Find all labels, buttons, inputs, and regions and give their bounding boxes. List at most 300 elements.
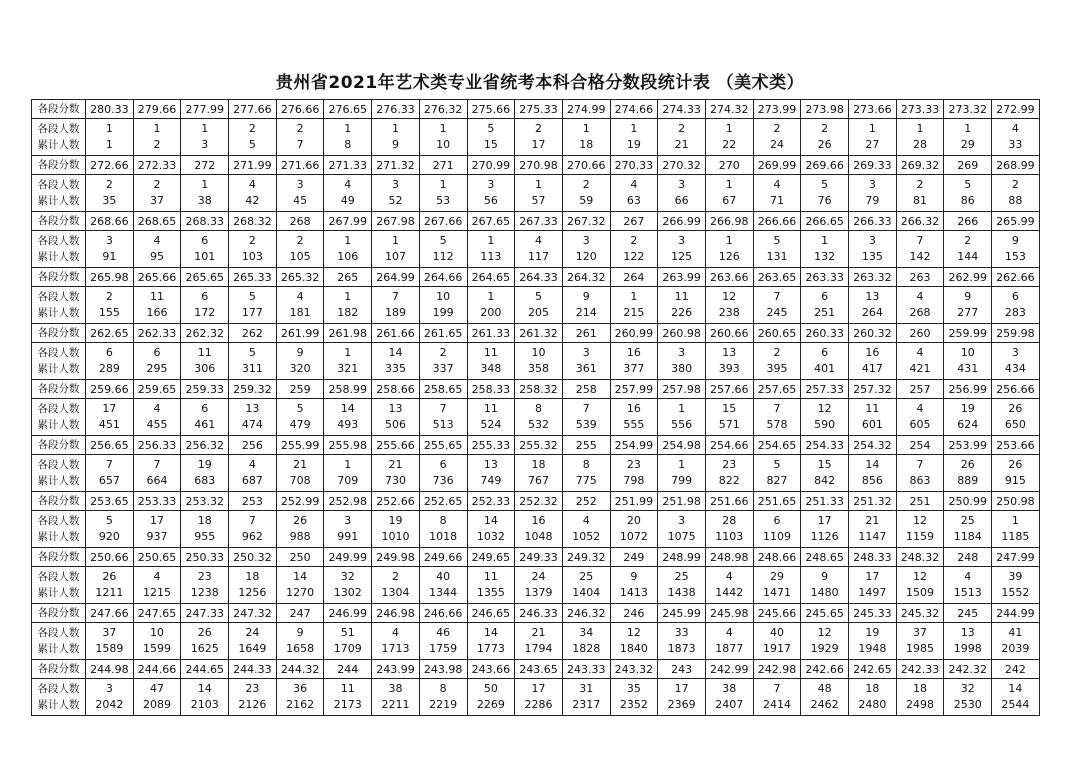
cumulative-value: 1877 bbox=[715, 642, 744, 655]
cumulative-value: 1759 bbox=[429, 642, 458, 655]
score-cell: 260 bbox=[896, 324, 944, 343]
count-value: 26 bbox=[1008, 458, 1023, 471]
cumulative-value: 506 bbox=[384, 418, 406, 431]
cumulative-value: 7 bbox=[296, 138, 304, 151]
count-value: 2 bbox=[916, 178, 924, 191]
cumulative-value: 2039 bbox=[1001, 642, 1030, 655]
count-value: 2 bbox=[248, 122, 256, 135]
count-value: 3 bbox=[344, 514, 352, 527]
count-cell bbox=[181, 511, 229, 548]
count-value: 50 bbox=[483, 682, 498, 695]
score-row-label: 各段分数 bbox=[32, 660, 86, 679]
count-cell bbox=[181, 119, 229, 156]
score-cell: 260.33 bbox=[801, 324, 849, 343]
cumulative-value: 767 bbox=[528, 474, 550, 487]
count-cell bbox=[515, 455, 563, 492]
cumulative-value: 91 bbox=[102, 250, 117, 263]
score-cell: 246 bbox=[610, 604, 658, 623]
count-cell bbox=[181, 175, 229, 212]
count-cell bbox=[86, 119, 134, 156]
score-cell: 265.99 bbox=[992, 212, 1040, 231]
count-cell bbox=[467, 567, 515, 604]
score-cell: 253.66 bbox=[992, 436, 1040, 455]
count-value: 32 bbox=[340, 570, 355, 583]
score-cell: 265.32 bbox=[276, 268, 324, 287]
score-cell: 274.66 bbox=[610, 100, 658, 119]
count-value: 5 bbox=[105, 514, 113, 527]
count-cell bbox=[515, 231, 563, 268]
cumulative-value: 1509 bbox=[906, 586, 935, 599]
score-cell: 254.66 bbox=[705, 436, 753, 455]
score-cell: 262.32 bbox=[181, 324, 229, 343]
count-label: 各段人数 bbox=[37, 347, 80, 359]
count-cell bbox=[753, 175, 801, 212]
count-cell bbox=[610, 679, 658, 716]
cumulative-value: 417 bbox=[861, 362, 883, 375]
count-cell bbox=[992, 511, 1040, 548]
count-cell bbox=[658, 623, 706, 660]
count-cell bbox=[372, 231, 420, 268]
count-cell bbox=[419, 455, 467, 492]
count-value: 26 bbox=[1008, 402, 1023, 415]
cumulative-value: 95 bbox=[150, 250, 165, 263]
cumulative-value: 57 bbox=[531, 194, 546, 207]
cumulative-value: 1929 bbox=[810, 642, 839, 655]
count-cell bbox=[992, 399, 1040, 436]
cumulative-value: 35 bbox=[102, 194, 117, 207]
count-cell bbox=[658, 231, 706, 268]
score-cell: 254.99 bbox=[610, 436, 658, 455]
count-value: 9 bbox=[964, 290, 972, 303]
count-value: 18 bbox=[865, 682, 880, 695]
cumulative-value: 842 bbox=[814, 474, 836, 487]
cumulative-value: 1948 bbox=[858, 642, 887, 655]
count-value: 4 bbox=[630, 178, 638, 191]
score-cell: 243.99 bbox=[372, 660, 420, 679]
cumulative-value: 889 bbox=[957, 474, 979, 487]
count-cell bbox=[753, 343, 801, 380]
score-cell: 266.98 bbox=[705, 212, 753, 231]
count-value: 9 bbox=[1011, 234, 1019, 247]
score-cell: 258.33 bbox=[467, 380, 515, 399]
score-cell: 246.65 bbox=[467, 604, 515, 623]
count-row-label bbox=[32, 623, 86, 660]
count-value: 15 bbox=[817, 458, 832, 471]
count-cell bbox=[610, 455, 658, 492]
count-value: 7 bbox=[248, 514, 256, 527]
count-row-label bbox=[32, 119, 86, 156]
count-value: 14 bbox=[293, 570, 308, 583]
cumulative-value: 361 bbox=[575, 362, 597, 375]
score-cell: 276.66 bbox=[276, 100, 324, 119]
count-cell bbox=[658, 343, 706, 380]
count-cell bbox=[849, 287, 897, 324]
count-value: 5 bbox=[773, 234, 781, 247]
count-cell bbox=[86, 679, 134, 716]
cumulative-label: 累计人数 bbox=[37, 531, 80, 543]
cumulative-value: 81 bbox=[913, 194, 928, 207]
count-cell bbox=[372, 343, 420, 380]
score-cell: 267.65 bbox=[467, 212, 515, 231]
count-value: 10 bbox=[436, 290, 451, 303]
score-cell: 253.65 bbox=[86, 492, 134, 511]
count-value: 1 bbox=[344, 234, 352, 247]
score-row bbox=[32, 380, 1040, 399]
score-cell: 254 bbox=[896, 436, 944, 455]
count-value: 2 bbox=[773, 346, 781, 359]
count-cell bbox=[86, 623, 134, 660]
cumulative-value: 1 bbox=[105, 138, 113, 151]
score-cell: 250.99 bbox=[944, 492, 992, 511]
count-value: 1 bbox=[868, 122, 876, 135]
score-cell: 267.33 bbox=[515, 212, 563, 231]
cumulative-value: 22 bbox=[722, 138, 737, 151]
cumulative-value: 988 bbox=[289, 530, 311, 543]
count-value: 19 bbox=[197, 458, 212, 471]
count-value: 2 bbox=[391, 570, 399, 583]
count-value: 12 bbox=[722, 290, 737, 303]
cumulative-value: 9 bbox=[391, 138, 399, 151]
count-cell bbox=[181, 343, 229, 380]
count-value: 4 bbox=[296, 290, 304, 303]
count-value: 35 bbox=[626, 682, 641, 695]
cumulative-value: 1103 bbox=[715, 530, 744, 543]
score-cell: 260.65 bbox=[753, 324, 801, 343]
count-cell bbox=[753, 231, 801, 268]
score-cell: 260.98 bbox=[658, 324, 706, 343]
count-label: 各段人数 bbox=[37, 459, 80, 471]
count-value: 17 bbox=[865, 570, 880, 583]
score-cell: 246.32 bbox=[562, 604, 610, 623]
score-cell: 250.32 bbox=[229, 548, 277, 567]
count-value: 3 bbox=[582, 346, 590, 359]
cumulative-value: 8 bbox=[344, 138, 352, 151]
count-cell bbox=[705, 231, 753, 268]
score-cell: 242.99 bbox=[705, 660, 753, 679]
cumulative-value: 920 bbox=[98, 530, 120, 543]
score-row-label: 各段分数 bbox=[32, 492, 86, 511]
score-cell: 244.33 bbox=[229, 660, 277, 679]
cumulative-value: 664 bbox=[146, 474, 168, 487]
count-cell bbox=[276, 343, 324, 380]
score-cell: 249.98 bbox=[372, 548, 420, 567]
count-cell bbox=[705, 287, 753, 324]
count-cell bbox=[801, 231, 849, 268]
score-cell: 247 bbox=[276, 604, 324, 623]
cumulative-value: 474 bbox=[241, 418, 263, 431]
count-value: 9 bbox=[296, 346, 304, 359]
score-cell: 270.99 bbox=[467, 156, 515, 175]
cumulative-value: 1032 bbox=[476, 530, 505, 543]
count-label: 各段人数 bbox=[37, 627, 80, 639]
score-cell: 274.33 bbox=[658, 100, 706, 119]
cumulative-value: 238 bbox=[718, 306, 740, 319]
count-cell bbox=[467, 343, 515, 380]
count-value: 4 bbox=[1011, 122, 1019, 135]
count-value: 3 bbox=[1011, 346, 1019, 359]
count-cell bbox=[944, 399, 992, 436]
score-cell: 245.32 bbox=[896, 604, 944, 623]
score-cell: 254.32 bbox=[849, 436, 897, 455]
score-cell: 250.65 bbox=[133, 548, 181, 567]
score-cell: 255.33 bbox=[467, 436, 515, 455]
count-value: 5 bbox=[821, 178, 829, 191]
count-cell bbox=[324, 231, 372, 268]
count-value: 1 bbox=[201, 122, 209, 135]
score-cell: 268.33 bbox=[181, 212, 229, 231]
count-row bbox=[32, 287, 1040, 324]
score-cell: 271 bbox=[419, 156, 467, 175]
cumulative-value: 33 bbox=[1008, 138, 1023, 151]
cumulative-value: 2162 bbox=[286, 698, 315, 711]
score-cell: 258.66 bbox=[372, 380, 420, 399]
score-cell: 266 bbox=[944, 212, 992, 231]
score-cell: 256.99 bbox=[944, 380, 992, 399]
cumulative-value: 1256 bbox=[238, 586, 267, 599]
score-cell: 245 bbox=[944, 604, 992, 623]
count-value: 1 bbox=[391, 234, 399, 247]
score-cell: 262.66 bbox=[992, 268, 1040, 287]
score-cell: 250.66 bbox=[86, 548, 134, 567]
count-label: 各段人数 bbox=[37, 123, 80, 135]
count-value: 1 bbox=[630, 290, 638, 303]
cumulative-value: 63 bbox=[626, 194, 641, 207]
count-value: 16 bbox=[626, 346, 641, 359]
count-cell bbox=[419, 567, 467, 604]
count-value: 18 bbox=[245, 570, 260, 583]
count-cell bbox=[849, 343, 897, 380]
cumulative-value: 1552 bbox=[1001, 586, 1030, 599]
count-cell bbox=[515, 287, 563, 324]
count-value: 4 bbox=[535, 234, 543, 247]
count-cell bbox=[801, 455, 849, 492]
count-cell bbox=[896, 343, 944, 380]
score-cell: 263.66 bbox=[705, 268, 753, 287]
count-value: 17 bbox=[531, 682, 546, 695]
cumulative-value: 5 bbox=[248, 138, 256, 151]
count-cell bbox=[705, 343, 753, 380]
score-cell: 261.32 bbox=[515, 324, 563, 343]
score-cell: 270.98 bbox=[515, 156, 563, 175]
score-cell: 276.32 bbox=[419, 100, 467, 119]
cumulative-value: 1438 bbox=[667, 586, 696, 599]
cumulative-value: 605 bbox=[909, 418, 931, 431]
cumulative-value: 601 bbox=[861, 418, 883, 431]
count-value: 2 bbox=[1011, 178, 1019, 191]
score-cell: 277.99 bbox=[181, 100, 229, 119]
score-cell: 253.99 bbox=[944, 436, 992, 455]
count-value: 39 bbox=[1008, 570, 1023, 583]
score-cell: 264.66 bbox=[419, 268, 467, 287]
count-value: 9 bbox=[296, 626, 304, 639]
cumulative-value: 200 bbox=[480, 306, 502, 319]
score-distribution-table bbox=[31, 99, 1040, 716]
cumulative-value: 1302 bbox=[333, 586, 362, 599]
cumulative-label: 累计人数 bbox=[37, 699, 80, 711]
count-value: 4 bbox=[916, 290, 924, 303]
count-value: 34 bbox=[579, 626, 594, 639]
score-cell: 251.33 bbox=[801, 492, 849, 511]
count-cell bbox=[467, 679, 515, 716]
count-value: 3 bbox=[868, 234, 876, 247]
cumulative-value: 1709 bbox=[333, 642, 362, 655]
score-cell: 257 bbox=[896, 380, 944, 399]
cumulative-value: 863 bbox=[909, 474, 931, 487]
cumulative-value: 2103 bbox=[190, 698, 219, 711]
count-value: 4 bbox=[344, 178, 352, 191]
count-cell bbox=[181, 287, 229, 324]
score-cell: 273.66 bbox=[849, 100, 897, 119]
cumulative-label: 累计人数 bbox=[37, 139, 80, 151]
count-cell bbox=[610, 511, 658, 548]
score-cell: 273.99 bbox=[753, 100, 801, 119]
score-cell: 249.99 bbox=[324, 548, 372, 567]
cumulative-value: 205 bbox=[528, 306, 550, 319]
count-value: 1 bbox=[678, 402, 686, 415]
count-cell bbox=[419, 287, 467, 324]
count-value: 2 bbox=[296, 234, 304, 247]
score-cell: 257.33 bbox=[801, 380, 849, 399]
count-cell bbox=[705, 119, 753, 156]
score-cell: 266.99 bbox=[658, 212, 706, 231]
count-cell bbox=[705, 623, 753, 660]
count-row bbox=[32, 679, 1040, 716]
count-cell bbox=[86, 231, 134, 268]
count-cell bbox=[849, 119, 897, 156]
score-cell: 247.99 bbox=[992, 548, 1040, 567]
score-cell: 244.65 bbox=[181, 660, 229, 679]
count-cell bbox=[849, 399, 897, 436]
score-cell: 249.32 bbox=[562, 548, 610, 567]
count-cell bbox=[753, 399, 801, 436]
count-cell bbox=[86, 567, 134, 604]
score-cell: 272.99 bbox=[992, 100, 1040, 119]
count-cell bbox=[801, 623, 849, 660]
count-cell bbox=[324, 623, 372, 660]
score-cell: 244.99 bbox=[992, 604, 1040, 623]
count-cell bbox=[229, 623, 277, 660]
score-cell: 260.66 bbox=[705, 324, 753, 343]
score-row bbox=[32, 492, 1040, 511]
count-cell bbox=[944, 567, 992, 604]
score-row-label: 各段分数 bbox=[32, 604, 86, 623]
count-value: 11 bbox=[197, 346, 212, 359]
count-cell bbox=[753, 455, 801, 492]
score-cell: 265.33 bbox=[229, 268, 277, 287]
count-value: 3 bbox=[296, 178, 304, 191]
score-cell: 259 bbox=[276, 380, 324, 399]
count-row bbox=[32, 511, 1040, 548]
count-row bbox=[32, 231, 1040, 268]
count-cell bbox=[992, 567, 1040, 604]
cumulative-value: 578 bbox=[766, 418, 788, 431]
count-cell bbox=[801, 119, 849, 156]
count-value: 11 bbox=[483, 346, 498, 359]
cumulative-value: 182 bbox=[337, 306, 359, 319]
cumulative-value: 775 bbox=[575, 474, 597, 487]
count-value: 3 bbox=[678, 514, 686, 527]
score-cell: 244.98 bbox=[86, 660, 134, 679]
count-cell bbox=[324, 175, 372, 212]
score-cell: 273.32 bbox=[944, 100, 992, 119]
count-value: 5 bbox=[296, 402, 304, 415]
cumulative-value: 53 bbox=[436, 194, 451, 207]
cumulative-value: 28 bbox=[913, 138, 928, 151]
score-cell: 274.99 bbox=[562, 100, 610, 119]
cumulative-value: 2462 bbox=[810, 698, 839, 711]
cumulative-value: 38 bbox=[197, 194, 212, 207]
score-cell: 264.32 bbox=[562, 268, 610, 287]
score-cell: 245.65 bbox=[801, 604, 849, 623]
cumulative-value: 749 bbox=[480, 474, 502, 487]
cumulative-value: 1238 bbox=[190, 586, 219, 599]
count-value: 12 bbox=[817, 626, 832, 639]
count-cell bbox=[229, 119, 277, 156]
count-value: 1 bbox=[821, 234, 829, 247]
count-value: 17 bbox=[817, 514, 832, 527]
count-cell bbox=[562, 119, 610, 156]
cumulative-value: 106 bbox=[337, 250, 359, 263]
count-value: 25 bbox=[674, 570, 689, 583]
cumulative-value: 2219 bbox=[429, 698, 458, 711]
score-cell: 256.32 bbox=[181, 436, 229, 455]
count-value: 32 bbox=[960, 682, 975, 695]
count-value: 38 bbox=[388, 682, 403, 695]
cumulative-value: 21 bbox=[674, 138, 689, 151]
cumulative-value: 17 bbox=[531, 138, 546, 151]
count-value: 4 bbox=[248, 458, 256, 471]
count-cell bbox=[992, 119, 1040, 156]
count-value: 48 bbox=[817, 682, 832, 695]
count-row bbox=[32, 399, 1040, 436]
cumulative-value: 2126 bbox=[238, 698, 267, 711]
score-cell: 269.33 bbox=[849, 156, 897, 175]
score-cell: 248 bbox=[944, 548, 992, 567]
count-value: 2 bbox=[821, 122, 829, 135]
count-cell bbox=[610, 231, 658, 268]
count-cell bbox=[753, 119, 801, 156]
cumulative-label: 累计人数 bbox=[37, 643, 80, 655]
score-cell: 253 bbox=[229, 492, 277, 511]
cumulative-value: 125 bbox=[671, 250, 693, 263]
score-cell: 254.98 bbox=[658, 436, 706, 455]
score-cell: 257.65 bbox=[753, 380, 801, 399]
count-value: 33 bbox=[674, 626, 689, 639]
count-cell bbox=[896, 455, 944, 492]
count-value: 11 bbox=[483, 570, 498, 583]
cumulative-value: 856 bbox=[861, 474, 883, 487]
count-value: 4 bbox=[582, 514, 590, 527]
count-cell bbox=[849, 679, 897, 716]
cumulative-value: 650 bbox=[1004, 418, 1026, 431]
count-value: 37 bbox=[102, 626, 117, 639]
score-cell: 252.66 bbox=[372, 492, 420, 511]
count-value: 2 bbox=[678, 122, 686, 135]
score-cell: 265.65 bbox=[181, 268, 229, 287]
count-cell bbox=[562, 511, 610, 548]
score-cell: 258 bbox=[562, 380, 610, 399]
count-cell bbox=[133, 231, 181, 268]
cumulative-value: 1344 bbox=[429, 586, 458, 599]
score-cell: 256.33 bbox=[133, 436, 181, 455]
count-value: 3 bbox=[678, 234, 686, 247]
count-value: 21 bbox=[865, 514, 880, 527]
count-cell bbox=[324, 119, 372, 156]
count-cell bbox=[133, 343, 181, 380]
count-value: 1 bbox=[725, 178, 733, 191]
cumulative-value: 1304 bbox=[381, 586, 410, 599]
cumulative-value: 2498 bbox=[906, 698, 935, 711]
